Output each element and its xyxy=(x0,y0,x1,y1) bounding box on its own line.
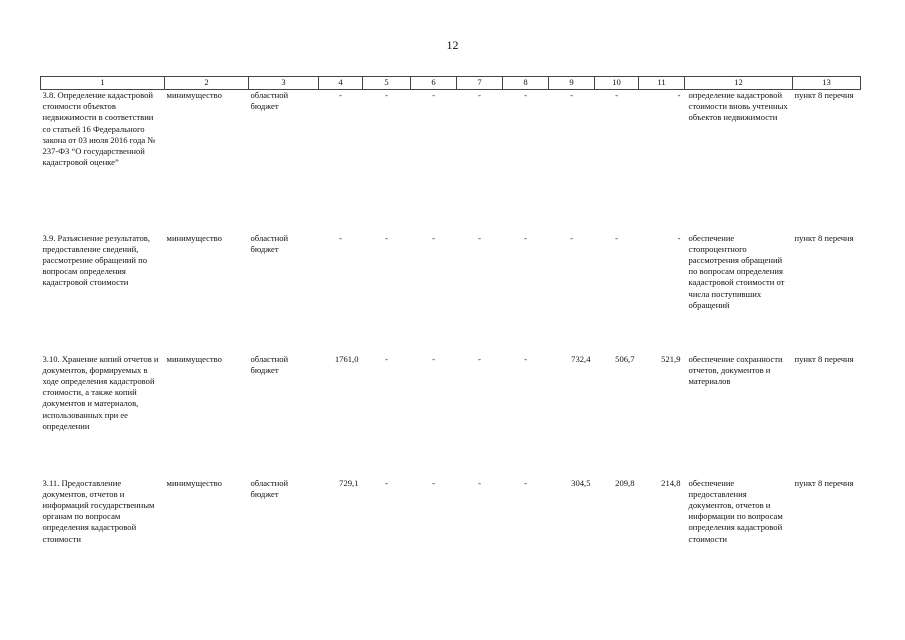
page-number: 12 xyxy=(446,38,459,52)
column-number-header xyxy=(41,77,861,90)
value-cell: - xyxy=(432,477,435,488)
value-cell: 521,9 xyxy=(661,353,681,364)
value-cell: - xyxy=(478,232,481,243)
executor: минимущество xyxy=(166,477,222,488)
value-cell: - xyxy=(478,90,481,100)
executor: минимущество xyxy=(166,353,222,364)
funding-source: областной бюджет xyxy=(250,232,289,254)
funding-source: областной бюджет xyxy=(250,90,289,112)
value-cell: - xyxy=(478,353,481,364)
value-cell: - xyxy=(385,90,388,100)
value-cell: - xyxy=(570,90,573,100)
value-cell: - xyxy=(432,353,435,364)
column-header: 4 xyxy=(319,77,363,90)
expected-result: обеспечение стопроцентного рассмотрения обращений по вопросам определения кадастровой стоимости от числа поступивших обращений xyxy=(688,232,785,310)
column-header: 10 xyxy=(595,77,639,90)
value-cell: 304,5 xyxy=(571,477,591,488)
funding-source: областной бюджет xyxy=(250,477,289,499)
column-header: 6 xyxy=(411,77,457,90)
measure-name: 3.9. Разъяснение результатов, предоставление сведений, рассмотрение обращений по вопросам определения кадастровой стоимости xyxy=(42,232,150,288)
program-table xyxy=(40,76,861,578)
column-header: 13 xyxy=(793,77,861,90)
value-cell: - xyxy=(615,232,618,243)
value-cell: - xyxy=(615,90,618,100)
value-cell: 732,4 xyxy=(571,353,591,364)
value-cell: 1761,0 xyxy=(334,353,359,364)
reference: пункт 8 перечня xyxy=(794,232,854,243)
reference: пункт 8 перечня xyxy=(794,90,854,100)
value-cell: - xyxy=(385,477,388,488)
column-header: 3 xyxy=(249,77,319,90)
value-cell: - xyxy=(677,232,681,243)
value-cell: - xyxy=(478,477,481,488)
value-cell: - xyxy=(339,232,342,243)
column-header: 1 xyxy=(41,77,165,90)
value-cell: - xyxy=(432,90,435,100)
column-header: 12 xyxy=(685,77,793,90)
measure-name: 3.8. Определение кадастровой стоимости объектов недвижимости в соответствии со статьей 16 Федерального закона от 03 июля 2016 года № 237-ФЗ “О государственной кадастровой оценке” xyxy=(42,90,156,168)
column-header: 9 xyxy=(549,77,595,90)
expected-result: обеспечение сохранности отчетов, документов и материалов xyxy=(688,353,783,386)
value-cell: 729,1 xyxy=(339,477,359,488)
value-cell: 506,7 xyxy=(615,353,635,364)
measure-name: 3.10. Хранение копий отчетов и документов, формируемых в ходе определения кадастровой стоимости, а также копий документов и материалов, использованных при ее определении xyxy=(42,353,159,431)
value-cell: - xyxy=(524,353,527,364)
column-header: 5 xyxy=(363,77,411,90)
value-cell: 209,8 xyxy=(615,477,635,488)
program-table-container xyxy=(40,76,860,578)
measure-name: 3.11. Предоставление документов, отчетов и информаций государственным органам по вопросам определения кадастровой стоимости xyxy=(42,477,155,544)
expected-result: определение кадастровой стоимости вновь учтенных объектов недвижимости xyxy=(688,90,788,123)
executor: минимущество xyxy=(166,232,222,243)
table-row xyxy=(41,478,861,578)
table-row xyxy=(41,233,861,354)
table-row xyxy=(41,90,861,233)
column-header: 8 xyxy=(503,77,549,90)
value-cell: - xyxy=(524,232,527,243)
funding-source: областной бюджет xyxy=(250,353,289,375)
reference: пункт 8 перечня xyxy=(794,353,854,364)
executor: минимущество xyxy=(166,90,222,100)
column-header: 11 xyxy=(639,77,685,90)
value-cell: - xyxy=(385,232,388,243)
value-cell: - xyxy=(524,477,527,488)
reference: пункт 8 перечня xyxy=(794,477,854,488)
value-cell: - xyxy=(385,353,388,364)
value-cell: - xyxy=(432,232,435,243)
value-cell: - xyxy=(524,90,527,100)
column-header: 7 xyxy=(457,77,503,90)
table-row xyxy=(41,354,861,478)
value-cell: - xyxy=(339,90,342,100)
expected-result: обеспечение предоставления документов, отчетов и информации по вопросам определения кадастровой стоимости xyxy=(688,477,783,544)
value-cell: - xyxy=(677,90,681,100)
value-cell: 214,8 xyxy=(661,477,681,488)
column-header: 2 xyxy=(165,77,249,90)
value-cell: - xyxy=(570,232,573,243)
